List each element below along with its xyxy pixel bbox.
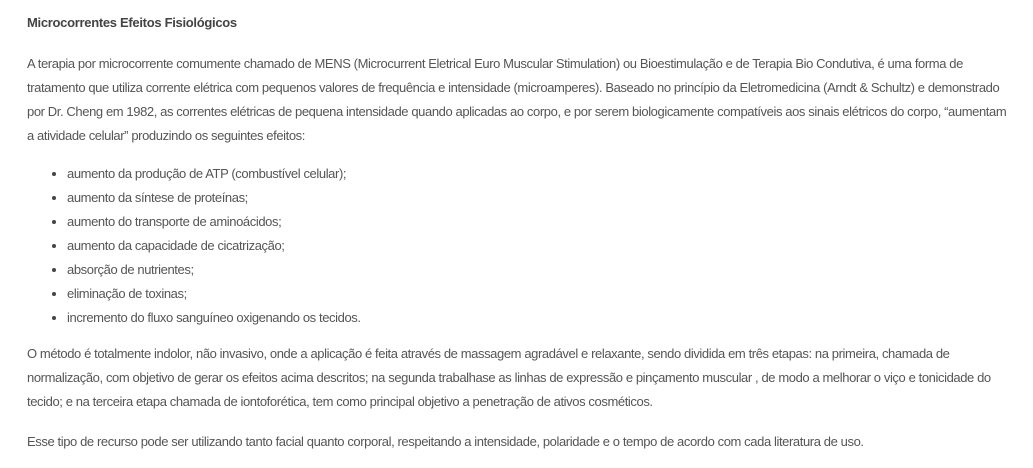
list-item: • aumento da produção de ATP (combustível celular); xyxy=(67,162,1007,186)
list-item: • aumento da síntese de proteínas; xyxy=(67,186,1007,210)
method-paragraph: O método é totalmente indolor, não invasivo, onde a aplicação é feita através de massagem agradável e relaxante, sendo dividida em três etapas: na primeira, chamada de normalização, com objetivo de gerar os efeitos acima descritos; na segunda trabalhase as linhas de expressão e pinçamento muscular , de modo a melhorar o viço e tonicidade do tecido; e na terceira etapa chamada de iontoforética, tem como principal objetivo a penetração de ativos cosméticos. xyxy=(27,346,991,409)
list-item: • absorção de nutrientes; xyxy=(67,258,1007,282)
list-item: • incremento do fluxo sanguíneo oxigenando os tecidos. xyxy=(67,306,1007,330)
list-item: • eliminação de toxinas; xyxy=(67,282,1007,306)
article-title: Microcorrentes Efeitos Fisiológicos xyxy=(27,15,237,30)
intro-paragraph: A terapia por microcorrente comumente chamado de MENS (Microcurrent Eletrical Euro Muscular Stimulation) ou Bioestimulação e de Terapia Bio Condutiva, é uma forma de tratamento que utiliza corrente elétrica com pequenos valores de frequência e intensidade (microamperes). Baseado no princípio da Eletromedicina (Arndt & Schultz) e demonstrado por Dr. Cheng em 1982, as correntes elétricas de pequena intensidade quando aplicadas ao corpo, e por serem biologicamente compatíveis aos sinais elétricos do corpo, “aumentam a atividade celular” produzindo os seguintes efeitos: xyxy=(27,56,1007,143)
usage-paragraph: Esse tipo de recurso pode ser utilizando tanto facial quanto corporal, respeitando a intensidade, polaridade e o tempo de acordo com cada literatura de uso. xyxy=(27,434,864,449)
effects-list xyxy=(27,162,1007,330)
list-item: • aumento da capacidade de cicatrização; xyxy=(67,234,1007,258)
article-content xyxy=(27,14,1007,454)
list-item: • aumento do transporte de aminoácidos; xyxy=(67,210,1007,234)
